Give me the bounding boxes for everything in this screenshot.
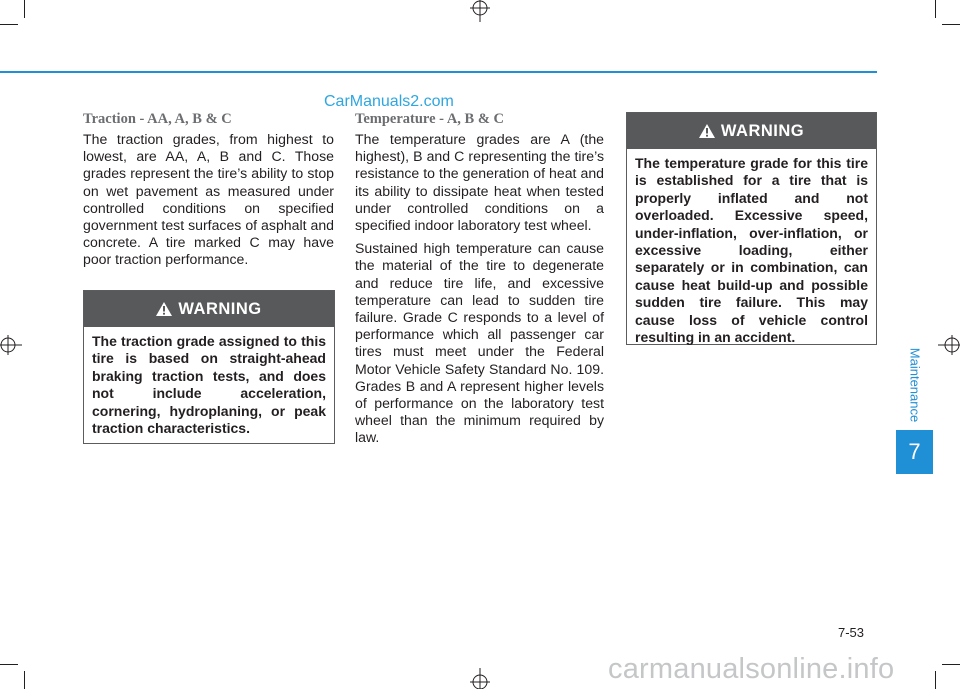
- traction-heading: Traction - AA, A, B & C: [83, 111, 232, 127]
- section-label: [908, 340, 922, 430]
- warning-triangle-icon: [699, 124, 715, 138]
- warning-header: [627, 113, 876, 149]
- warning-text-traction: The traction grade assigned to this tire is based on straight-ahead braking traction tests, and does not include acceleration, cornering, hydroplaning, or peak traction characteristics.: [92, 333, 326, 437]
- crop-mark: [24, 0, 25, 18]
- crop-mark: [24, 671, 25, 689]
- section-label-text: Maintenance: [907, 347, 923, 423]
- crop-mark: [935, 671, 936, 689]
- warning-text-temperature: The temperature grade for this tire is established for a tire that is properly inflated and not overloaded. Excessive speed, under-inflation, over-inflation, or excessive loading, either separately or in combination, can cause heat build-up and possible sudden tire failure. This may cause loss of vehicle control resulting in an accident.: [635, 155, 868, 346]
- registration-mark-left: [0, 333, 22, 357]
- warning-title: WARNING: [720, 122, 805, 140]
- registration-mark-right: [938, 333, 960, 357]
- registration-mark-top: [468, 0, 492, 24]
- crop-mark: [0, 664, 18, 665]
- warning-box-traction: [83, 290, 335, 444]
- warning-header: [84, 291, 334, 327]
- temperature-paragraph-1: The temperature grades are A (the highest), B and C representing the tire’s resistance to the generation of heat and its ability to dissipate heat when tested under controlled conditions on a specified indoor laboratory test wheel.: [355, 131, 604, 234]
- traction-paragraph-text: The traction grades, from highest to lowest, are AA, A, B and C. Those grades represent the tire’s ability to stop on wet pavement as measured under controlled conditions on specified government test surfaces of asphalt and concrete. A tire marked C may have poor traction performance.: [83, 131, 334, 268]
- chapter-tab: 7: [896, 430, 933, 474]
- crop-mark: [942, 24, 960, 25]
- crop-mark: [935, 0, 936, 18]
- temperature-body: [355, 131, 604, 453]
- traction-paragraph: [83, 131, 334, 275]
- warning-triangle-icon: [156, 302, 172, 316]
- watermark-bottom[interactable]: carmanualsonline.info: [608, 653, 895, 685]
- warning-title: WARNING: [178, 300, 262, 318]
- crop-mark: [0, 24, 18, 25]
- page-number: 7-53: [838, 625, 865, 640]
- temperature-heading: Temperature - A, B & C: [355, 111, 505, 127]
- crop-mark: [942, 664, 960, 665]
- registration-mark-bottom: [468, 668, 492, 689]
- header-rule: [0, 71, 877, 73]
- warning-box-temperature: [626, 112, 877, 345]
- watermark-top[interactable]: CarManuals2.com: [324, 93, 454, 110]
- temperature-paragraph-2: Sustained high temperature can cause the material of the tire to degenerate and reduce tire life, and excessive temperature can lead to sudden tire failure. Grade C responds to a level of performance which all passenger car tires must meet under the Federal Motor Vehicle Safety Standard No. 109. Grades B and A represent higher levels of performance on the laboratory test wheel than the minimum required by law.: [355, 240, 604, 446]
